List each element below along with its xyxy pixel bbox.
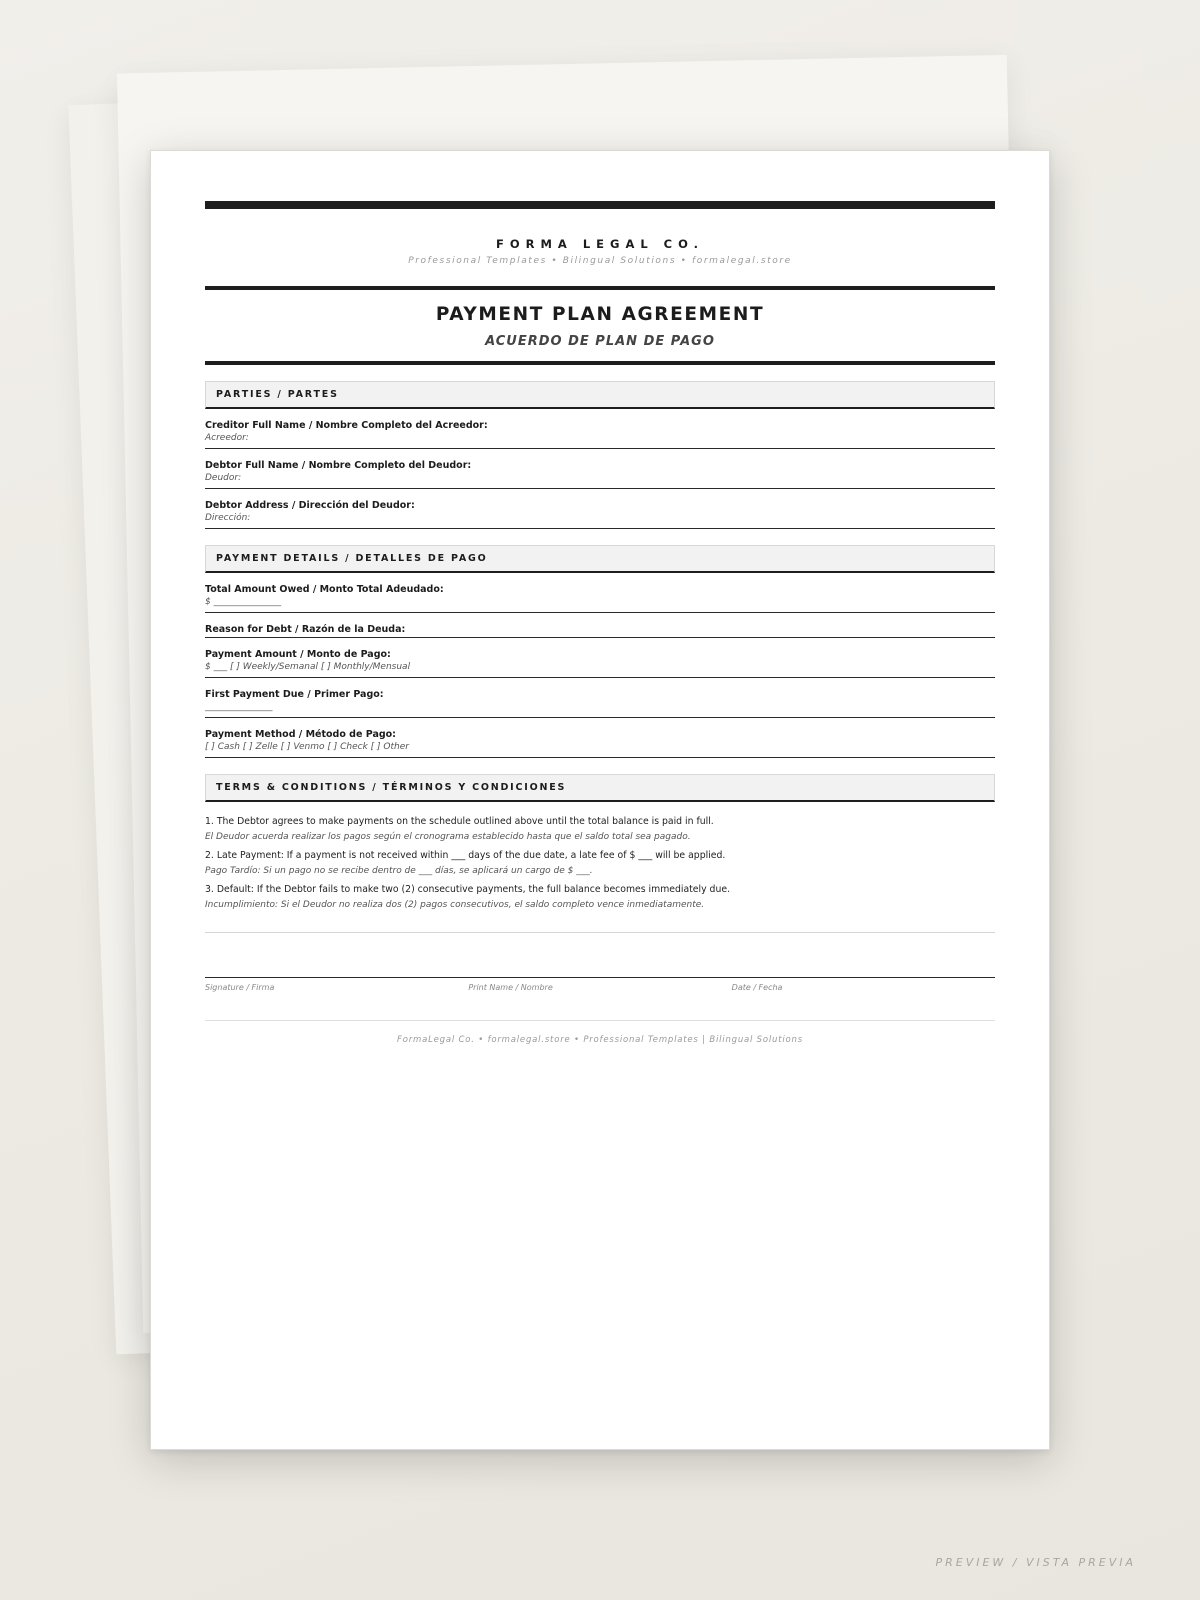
document-subtitle: ACUERDO DE PLAN DE PAGO xyxy=(485,334,715,349)
date-label: Date / Fecha xyxy=(731,983,783,992)
terms-list xyxy=(205,802,995,912)
field-hint: Dirección: xyxy=(205,513,251,523)
field-hint: _______________ xyxy=(205,702,273,712)
field-hint: [ ] Cash [ ] Zelle [ ] Venmo [ ] Check [ ] Other xyxy=(205,742,409,752)
signature-labels xyxy=(205,983,995,992)
divider-rule xyxy=(205,361,995,365)
term-english: 2. Late Payment: If a payment is not received within ___ days of the due date, a late fee of $ ___ will be applied. xyxy=(205,850,726,861)
document-title: PAYMENT PLAN AGREEMENT xyxy=(435,304,765,325)
title-block xyxy=(205,290,995,361)
field-creditor-name[interactable] xyxy=(205,409,995,449)
signature-divider xyxy=(205,932,995,933)
field-label: Debtor Full Name / Nombre Completo del Deudor: xyxy=(205,460,472,471)
term-item xyxy=(205,882,995,912)
brand-header xyxy=(205,237,995,266)
field-reason-for-debt[interactable] xyxy=(205,613,995,638)
field-hint: Deudor: xyxy=(205,473,242,483)
field-hint: $ ___ [ ] Weekly/Semanal [ ] Monthly/Mensual xyxy=(205,662,411,672)
field-label: Reason for Debt / Razón de la Deuda: xyxy=(205,624,406,635)
term-english: 1. The Debtor agrees to make payments on the schedule outlined above until the total balance is paid in full. xyxy=(205,816,714,827)
signature-label: Signature / Firma xyxy=(205,983,275,992)
footer-text: FormaLegal Co. • formalegal.store • Professional Templates | Bilingual Solutions xyxy=(397,1035,803,1045)
print-name-label: Print Name / Nombre xyxy=(468,983,553,992)
term-item xyxy=(205,814,995,844)
term-item xyxy=(205,848,995,878)
signature-line[interactable] xyxy=(205,977,995,978)
top-bar xyxy=(205,201,995,209)
term-spanish: Incumplimiento: Si el Deudor no realiza dos (2) pagos consecutivos, el saldo completo vence inmediatamente. xyxy=(205,900,705,910)
field-payment-method[interactable] xyxy=(205,718,995,758)
field-label: Payment Method / Método de Pago: xyxy=(205,729,396,740)
section-header-parties: PARTIES / PARTES xyxy=(205,381,995,409)
field-label: First Payment Due / Primer Pago: xyxy=(205,689,384,700)
brand-name: FORMA LEGAL CO. xyxy=(495,237,705,251)
footer-divider xyxy=(205,1020,995,1021)
field-hint: $ _______________ xyxy=(205,597,282,607)
field-label: Debtor Address / Dirección del Deudor: xyxy=(205,500,415,511)
field-debtor-name[interactable] xyxy=(205,449,995,489)
term-english: 3. Default: If the Debtor fails to make two (2) consecutive payments, the full balance becomes immediately due. xyxy=(205,884,731,895)
section-header-payment-details: PAYMENT DETAILS / DETALLES DE PAGO xyxy=(205,545,995,573)
term-spanish: Pago Tardío: Si un pago no se recibe dentro de ___ días, se aplicará un cargo de $ ___. xyxy=(205,866,593,876)
field-label: Creditor Full Name / Nombre Completo del Acreedor: xyxy=(205,420,488,431)
field-first-payment-due[interactable] xyxy=(205,678,995,718)
term-spanish: El Deudor acuerda realizar los pagos según el cronograma establecido hasta que el saldo total sea pagado. xyxy=(205,832,691,842)
document-page xyxy=(150,150,1050,1450)
preview-watermark: PREVIEW / VISTA PREVIA xyxy=(935,1556,1136,1569)
section-header-terms: TERMS & CONDITIONS / TÉRMINOS Y CONDICIONES xyxy=(205,774,995,802)
field-debtor-address[interactable] xyxy=(205,489,995,529)
field-payment-amount[interactable] xyxy=(205,638,995,678)
brand-tagline: Professional Templates • Bilingual Solutions • formalegal.store xyxy=(408,256,792,266)
field-total-amount[interactable] xyxy=(205,573,995,613)
field-label: Payment Amount / Monto de Pago: xyxy=(205,649,391,660)
field-label: Total Amount Owed / Monto Total Adeudado: xyxy=(205,584,444,595)
field-hint: Acreedor: xyxy=(205,433,249,443)
